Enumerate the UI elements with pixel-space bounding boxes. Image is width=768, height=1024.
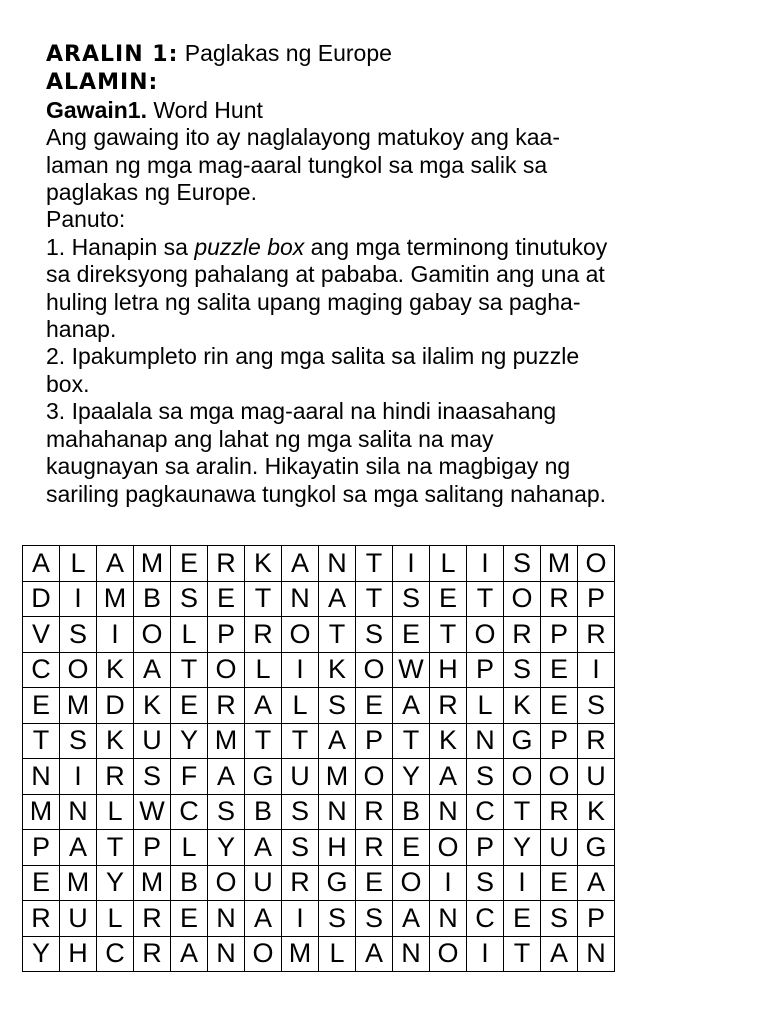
puzzle-cell: U: [282, 759, 319, 795]
puzzle-cell: I: [430, 865, 467, 901]
puzzle-cell: S: [134, 759, 171, 795]
puzzle-cell: M: [319, 759, 356, 795]
puzzle-cell: A: [245, 688, 282, 724]
puzzle-cell: E: [171, 901, 208, 937]
puzzle-cell: S: [504, 546, 541, 582]
instructions-label: Panuto:: [46, 206, 126, 233]
puzzle-cell: G: [504, 723, 541, 759]
puzzle-cell: M: [60, 688, 97, 724]
puzzle-cell: I: [578, 652, 615, 688]
puzzle-cell: B: [171, 865, 208, 901]
step1-line: hanap.: [46, 316, 117, 343]
intro-line: Ang gawaing ito ay naglalayong matukoy ang kaa-: [46, 124, 561, 151]
puzzle-cell: I: [467, 936, 504, 972]
puzzle-cell: S: [467, 865, 504, 901]
puzzle-cell: P: [467, 830, 504, 866]
step1-italic: puzzle box: [194, 233, 305, 260]
puzzle-cell: I: [282, 901, 319, 937]
puzzle-cell: U: [245, 865, 282, 901]
puzzle-cell: I: [97, 617, 134, 653]
puzzle-grid: [22, 545, 615, 972]
puzzle-cell: O: [541, 759, 578, 795]
puzzle-cell: H: [319, 830, 356, 866]
puzzle-cell: P: [208, 617, 245, 653]
puzzle-row: [23, 617, 615, 653]
puzzle-cell: A: [541, 936, 578, 972]
puzzle-cell: M: [282, 936, 319, 972]
puzzle-cell: H: [430, 652, 467, 688]
puzzle-cell: E: [23, 865, 60, 901]
puzzle-row: [23, 581, 615, 617]
step1-line: sa direksyong pahalang at pababa. Gamitin ang una at: [46, 261, 605, 288]
puzzle-cell: I: [504, 865, 541, 901]
puzzle-cell: N: [430, 901, 467, 937]
puzzle-cell: N: [282, 581, 319, 617]
puzzle-cell: T: [171, 652, 208, 688]
puzzle-cell: K: [504, 688, 541, 724]
puzzle-cell: S: [208, 794, 245, 830]
puzzle-cell: L: [60, 546, 97, 582]
activity-heading: [46, 97, 746, 124]
puzzle-cell: E: [171, 688, 208, 724]
puzzle-cell: I: [282, 652, 319, 688]
puzzle-cell: E: [171, 546, 208, 582]
puzzle-cell: N: [467, 723, 504, 759]
puzzle-cell: L: [171, 830, 208, 866]
puzzle-cell: O: [208, 865, 245, 901]
puzzle-cell: S: [282, 830, 319, 866]
puzzle-cell: T: [282, 723, 319, 759]
puzzle-cell: R: [245, 617, 282, 653]
puzzle-cell: M: [134, 546, 171, 582]
puzzle-cell: K: [578, 794, 615, 830]
puzzle-cell: R: [134, 936, 171, 972]
puzzle-cell: O: [578, 546, 615, 582]
activity-title: Word Hunt: [146, 96, 263, 123]
puzzle-row: [23, 936, 615, 972]
puzzle-cell: P: [467, 652, 504, 688]
puzzle-cell: C: [23, 652, 60, 688]
puzzle-cell: T: [467, 581, 504, 617]
puzzle-cell: A: [171, 936, 208, 972]
puzzle-cell: A: [60, 830, 97, 866]
puzzle-cell: A: [245, 901, 282, 937]
puzzle-cell: E: [356, 865, 393, 901]
puzzle-cell: O: [208, 652, 245, 688]
puzzle-cell: M: [134, 865, 171, 901]
puzzle-cell: T: [245, 723, 282, 759]
puzzle-cell: T: [393, 723, 430, 759]
puzzle-cell: C: [467, 794, 504, 830]
puzzle-cell: O: [356, 759, 393, 795]
puzzle-cell: A: [97, 546, 134, 582]
puzzle-cell: Y: [97, 865, 134, 901]
puzzle-cell: N: [319, 794, 356, 830]
puzzle-cell: K: [134, 688, 171, 724]
puzzle-cell: E: [356, 688, 393, 724]
puzzle-cell: S: [282, 794, 319, 830]
puzzle-cell: L: [467, 688, 504, 724]
puzzle-cell: B: [245, 794, 282, 830]
puzzle-cell: K: [319, 652, 356, 688]
puzzle-cell: Y: [504, 830, 541, 866]
puzzle-cell: L: [171, 617, 208, 653]
puzzle-cell: O: [430, 830, 467, 866]
puzzle-cell: T: [430, 617, 467, 653]
puzzle-cell: I: [467, 546, 504, 582]
puzzle-cell: D: [23, 581, 60, 617]
intro-line: laman ng mga mag-aaral tungkol sa mga salik sa: [46, 151, 548, 178]
puzzle-cell: N: [319, 546, 356, 582]
puzzle-cell: L: [282, 688, 319, 724]
puzzle-cell: U: [578, 759, 615, 795]
puzzle-cell: S: [60, 617, 97, 653]
puzzle-cell: L: [245, 652, 282, 688]
puzzle-cell: N: [578, 936, 615, 972]
puzzle-cell: A: [430, 759, 467, 795]
puzzle-cell: E: [430, 581, 467, 617]
lesson-label: ARALIN 1:: [46, 42, 179, 67]
puzzle-cell: O: [356, 652, 393, 688]
puzzle-cell: V: [23, 617, 60, 653]
puzzle-cell: K: [430, 723, 467, 759]
puzzle-cell: N: [208, 901, 245, 937]
step1-line: huling letra ng salita upang maging gabay sa pagha-: [46, 288, 581, 315]
puzzle-cell: Y: [208, 830, 245, 866]
puzzle-cell: R: [282, 865, 319, 901]
puzzle-cell: T: [356, 581, 393, 617]
puzzle-cell: A: [282, 546, 319, 582]
puzzle-cell: S: [171, 581, 208, 617]
puzzle-row: [23, 546, 615, 582]
puzzle-cell: E: [23, 688, 60, 724]
step3-line: mahahanap ang lahat ng mga salita na may: [46, 425, 494, 452]
puzzle-cell: C: [97, 936, 134, 972]
puzzle-cell: F: [171, 759, 208, 795]
step2-line: 2. Ipakumpleto rin ang mga salita sa ilalim ng puzzle: [46, 343, 580, 370]
puzzle-cell: N: [60, 794, 97, 830]
puzzle-cell: P: [578, 901, 615, 937]
puzzle-cell: O: [134, 617, 171, 653]
puzzle-cell: R: [430, 688, 467, 724]
puzzle-cell: S: [319, 901, 356, 937]
puzzle-cell: N: [430, 794, 467, 830]
puzzle-cell: R: [356, 830, 393, 866]
puzzle-cell: U: [541, 830, 578, 866]
puzzle-cell: E: [541, 865, 578, 901]
puzzle-cell: B: [134, 581, 171, 617]
puzzle-cell: E: [541, 652, 578, 688]
puzzle-cell: E: [393, 830, 430, 866]
step3-line: sariling pagkaunawa tungkol sa mga salitang nahanap.: [46, 480, 607, 507]
puzzle-cell: O: [282, 617, 319, 653]
puzzle-cell: O: [60, 652, 97, 688]
puzzle-cell: S: [504, 652, 541, 688]
lesson-title: Paglakas ng Europe: [178, 40, 392, 66]
puzzle-cell: S: [60, 723, 97, 759]
puzzle-cell: W: [134, 794, 171, 830]
puzzle-cell: T: [245, 581, 282, 617]
puzzle-cell: B: [393, 794, 430, 830]
puzzle-cell: A: [23, 546, 60, 582]
step1-line: [46, 234, 746, 261]
puzzle-cell: P: [356, 723, 393, 759]
puzzle-cell: P: [541, 617, 578, 653]
puzzle-cell: A: [208, 759, 245, 795]
puzzle-row: [23, 794, 615, 830]
puzzle-cell: L: [97, 794, 134, 830]
puzzle-cell: R: [541, 581, 578, 617]
puzzle-cell: S: [356, 617, 393, 653]
puzzle-row: [23, 865, 615, 901]
puzzle-cell: T: [319, 617, 356, 653]
puzzle-cell: S: [319, 688, 356, 724]
puzzle-row: [23, 830, 615, 866]
puzzle-row: [23, 723, 615, 759]
puzzle-cell: D: [97, 688, 134, 724]
puzzle-cell: R: [97, 759, 134, 795]
puzzle-cell: I: [393, 546, 430, 582]
puzzle-cell: A: [393, 901, 430, 937]
lesson-text: [46, 40, 746, 508]
puzzle-cell: C: [171, 794, 208, 830]
puzzle-row: [23, 759, 615, 795]
puzzle-cell: Y: [393, 759, 430, 795]
puzzle-cell: N: [393, 936, 430, 972]
puzzle-cell: R: [134, 901, 171, 937]
puzzle-cell: I: [60, 581, 97, 617]
puzzle-cell: P: [134, 830, 171, 866]
puzzle-cell: K: [97, 652, 134, 688]
puzzle-cell: L: [319, 936, 356, 972]
puzzle-row: [23, 901, 615, 937]
puzzle-cell: A: [578, 865, 615, 901]
puzzle-cell: T: [356, 546, 393, 582]
puzzle-cell: C: [467, 901, 504, 937]
puzzle-cell: N: [208, 936, 245, 972]
puzzle-cell: Y: [171, 723, 208, 759]
step1-suffix: ang mga terminong tinutukoy: [304, 233, 608, 260]
activity-label: Gawain1.: [46, 96, 147, 123]
puzzle-cell: A: [393, 688, 430, 724]
puzzle-cell: S: [356, 901, 393, 937]
puzzle-row: [23, 688, 615, 724]
puzzle-cell: O: [504, 759, 541, 795]
step2-line: box.: [46, 370, 90, 397]
puzzle-cell: T: [97, 830, 134, 866]
puzzle-cell: G: [245, 759, 282, 795]
puzzle-cell: G: [319, 865, 356, 901]
step3-line: kaugnayan sa aralin. Hikayatin sila na magbigay ng: [46, 453, 571, 480]
puzzle-cell: R: [356, 794, 393, 830]
puzzle-cell: A: [356, 936, 393, 972]
puzzle-cell: U: [134, 723, 171, 759]
puzzle-cell: M: [541, 546, 578, 582]
puzzle-cell: O: [504, 581, 541, 617]
puzzle-cell: N: [23, 759, 60, 795]
section-label: ALAMIN:: [46, 70, 159, 96]
puzzle-cell: R: [578, 723, 615, 759]
puzzle-cell: K: [97, 723, 134, 759]
puzzle-cell: S: [578, 688, 615, 724]
puzzle-cell: S: [467, 759, 504, 795]
puzzle-cell: P: [541, 723, 578, 759]
puzzle-cell: O: [467, 617, 504, 653]
puzzle-cell: E: [541, 688, 578, 724]
puzzle-cell: K: [245, 546, 282, 582]
intro-line: paglakas ng Europe.: [46, 179, 257, 206]
puzzle-cell: R: [23, 901, 60, 937]
puzzle-cell: S: [541, 901, 578, 937]
puzzle-cell: R: [504, 617, 541, 653]
puzzle-cell: S: [393, 581, 430, 617]
puzzle-cell: T: [504, 936, 541, 972]
section-heading: [46, 68, 746, 96]
puzzle-cell: R: [578, 617, 615, 653]
puzzle-cell: M: [97, 581, 134, 617]
puzzle-cell: O: [430, 936, 467, 972]
puzzle-cell: O: [245, 936, 282, 972]
puzzle-cell: O: [393, 865, 430, 901]
puzzle-cell: P: [23, 830, 60, 866]
puzzle-cell: A: [319, 581, 356, 617]
puzzle-cell: R: [208, 688, 245, 724]
puzzle-cell: M: [60, 865, 97, 901]
puzzle-cell: G: [578, 830, 615, 866]
puzzle-cell: U: [60, 901, 97, 937]
puzzle-cell: R: [208, 546, 245, 582]
puzzle-cell: M: [208, 723, 245, 759]
puzzle-cell: E: [393, 617, 430, 653]
lesson-heading: [46, 40, 746, 68]
puzzle-cell: E: [504, 901, 541, 937]
puzzle-cell: E: [208, 581, 245, 617]
puzzle-cell: W: [393, 652, 430, 688]
puzzle-grid-body: [23, 546, 615, 972]
puzzle-row: [23, 652, 615, 688]
puzzle-cell: T: [23, 723, 60, 759]
puzzle-cell: R: [541, 794, 578, 830]
puzzle-cell: L: [430, 546, 467, 582]
puzzle-cell: A: [319, 723, 356, 759]
puzzle-cell: M: [23, 794, 60, 830]
puzzle-cell: A: [245, 830, 282, 866]
puzzle-cell: Y: [23, 936, 60, 972]
puzzle-cell: H: [60, 936, 97, 972]
step1-prefix: 1. Hanapin sa: [46, 233, 195, 260]
puzzle-cell: T: [504, 794, 541, 830]
puzzle-cell: I: [60, 759, 97, 795]
step3-line: 3. Ipaalala sa mga mag-aaral na hindi inaasahang: [46, 398, 557, 425]
puzzle-cell: L: [97, 901, 134, 937]
puzzle-cell: A: [134, 652, 171, 688]
puzzle-cell: P: [578, 581, 615, 617]
